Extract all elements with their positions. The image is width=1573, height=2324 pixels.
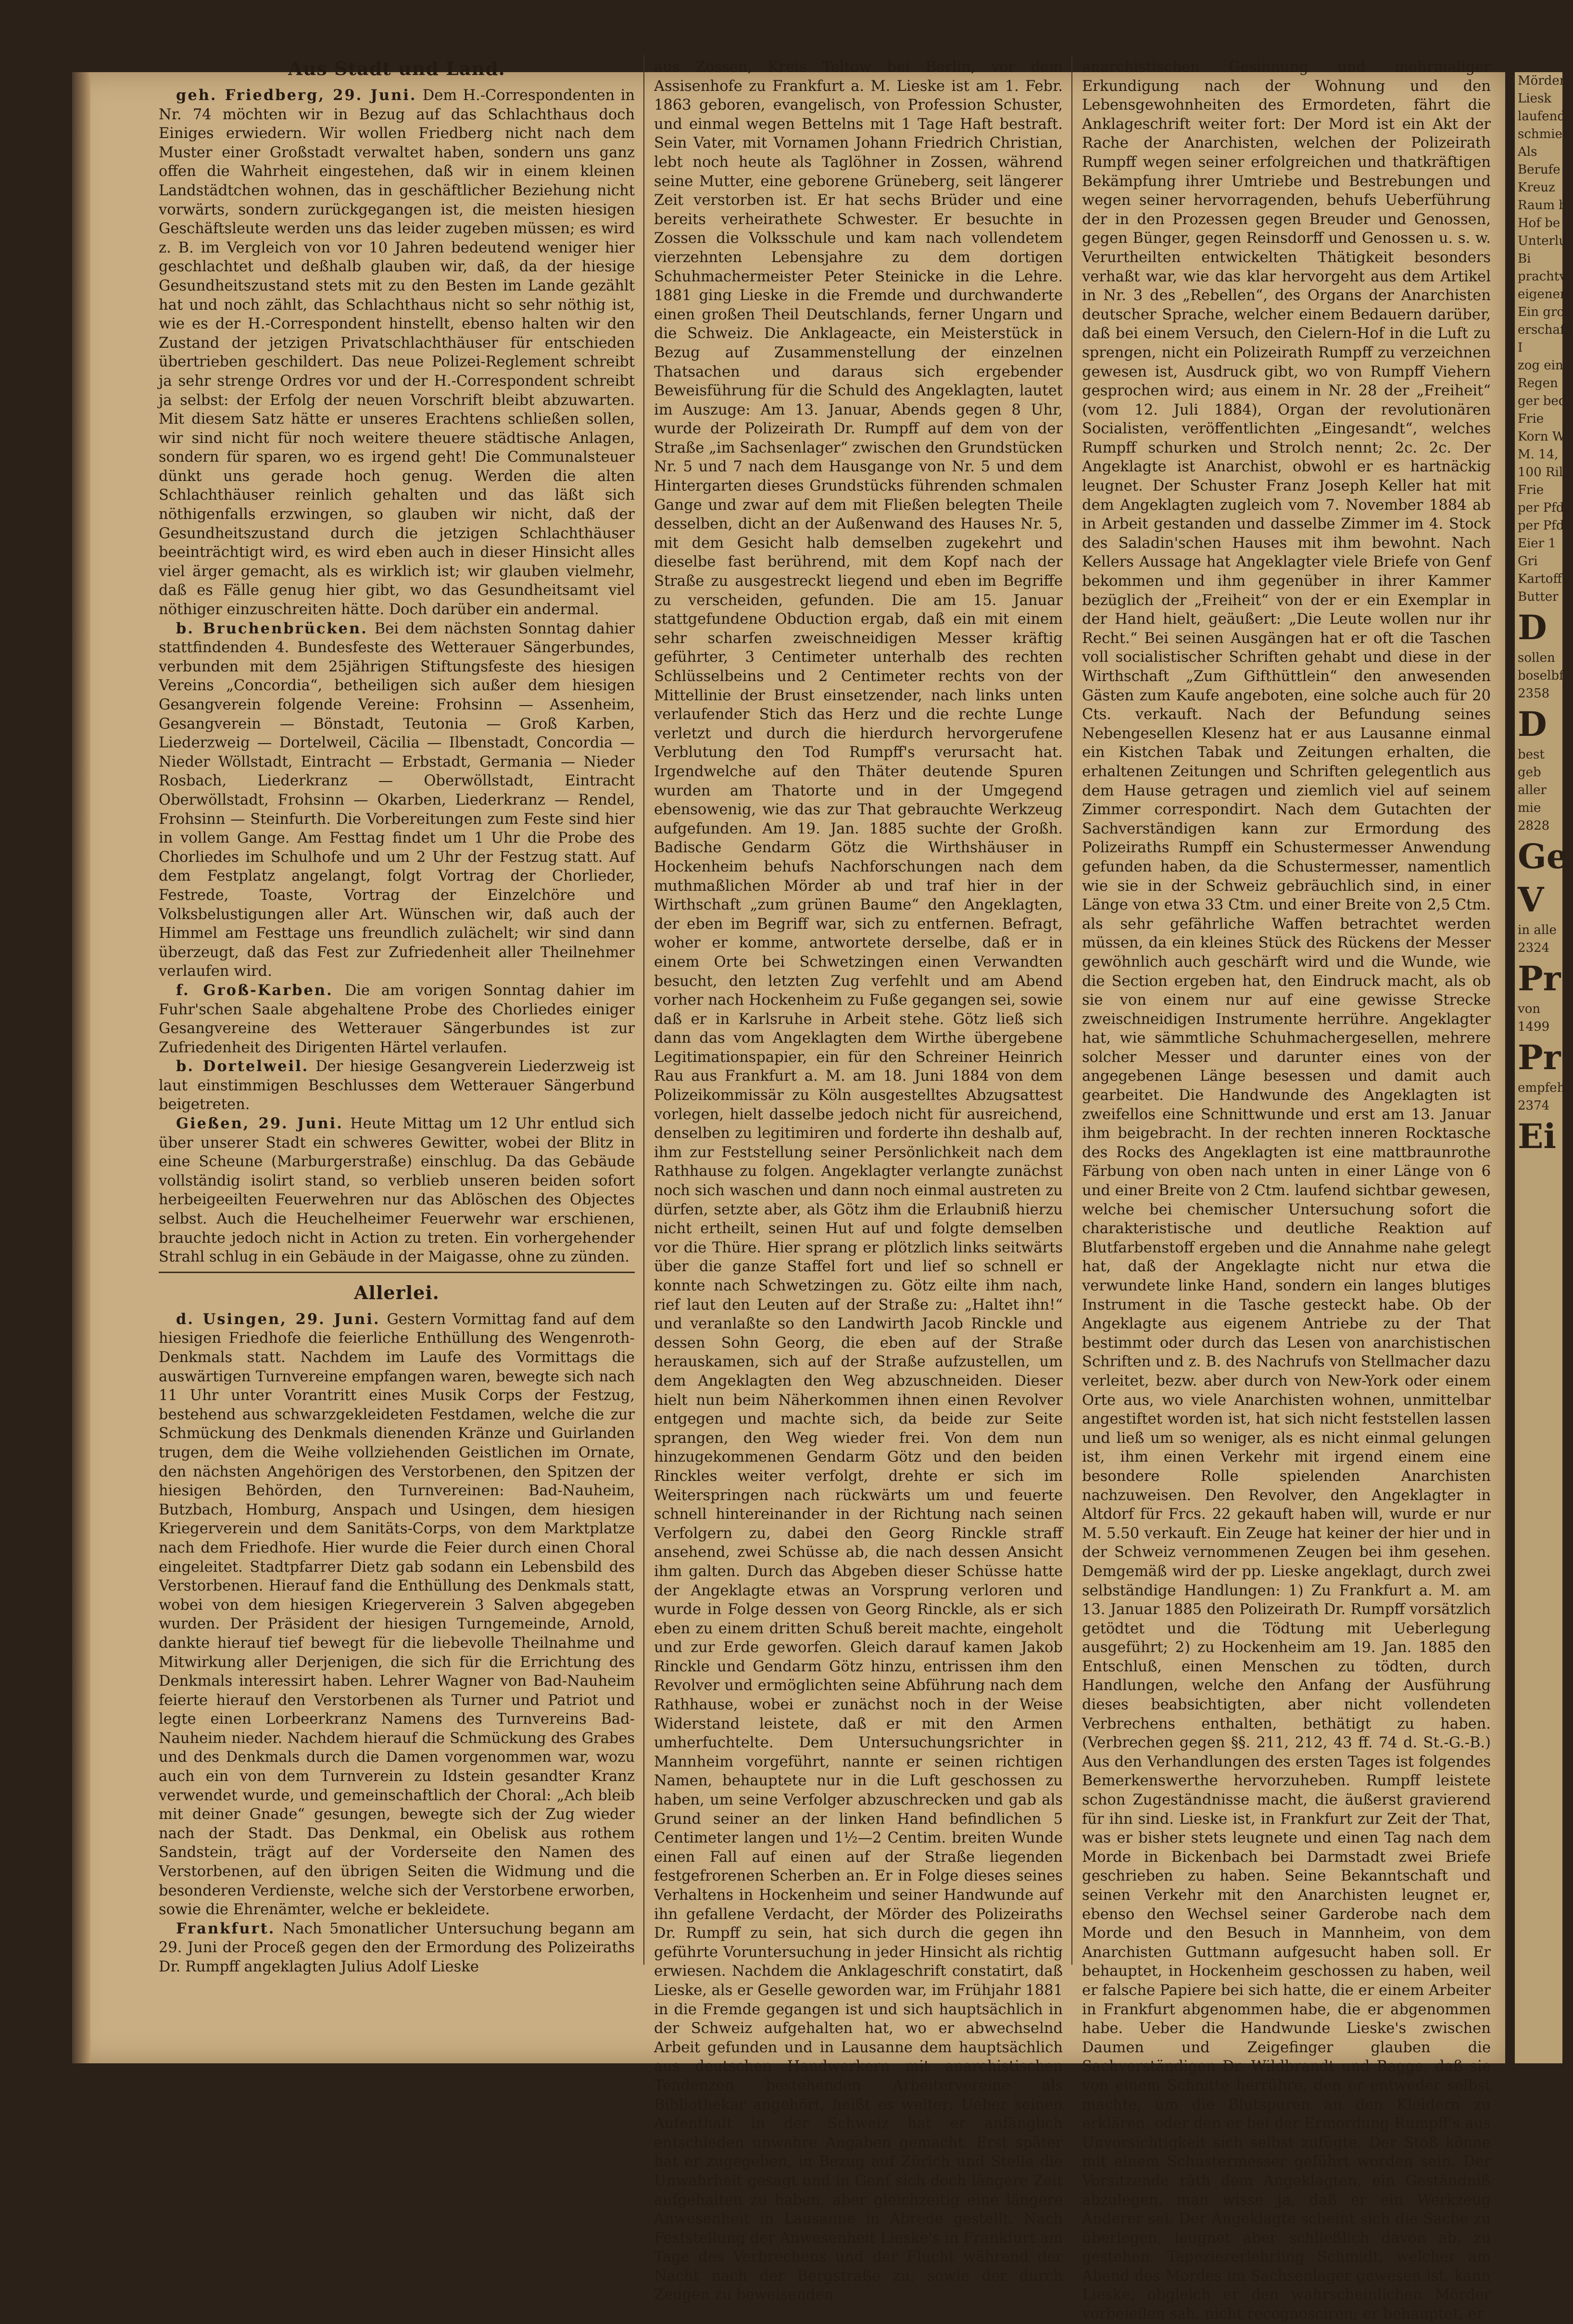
adjacent-page-line: Raum b. (1518, 198, 1571, 213)
adjacent-page-line: Mörder (1518, 74, 1566, 88)
adjacent-page-line: D (1518, 704, 1547, 744)
adjacent-page-line: Bi (1518, 252, 1531, 266)
news-item-dateline: Frankfurt. (176, 1920, 276, 1937)
adjacent-page-line: Ei (1518, 1116, 1556, 1156)
news-item (159, 619, 635, 981)
adjacent-page-line: D (1518, 607, 1547, 647)
adjacent-page-line: Berufe (1518, 163, 1560, 177)
news-item-text: Dem H.-Correspondenten in Nr. 74 möchten wir in Bezug auf das Schlachthaus doch Einiges erwiedern. Wir wollen Friedberg nicht nach dem Muster einer Großstadt verwaltet haben, sondern uns ganz offen die Wahrheit eingestehen, daß wir in einem kleinen Landstädtchen wohnen, das in geschäftlicher Beziehung nicht vorwärts, sondern zurückgegangen ist, die meisten hiesigen Geschäftsleute werden uns das leider zugeben müssen; es wird z. B. im Vergleich von vor 10 Jahren bedeutend weniger hier geschlachtet und deßhalb glauben wir, daß, da der hiesige Gesundheitszustand stets mit zu den Besten im Lande gezählt hat und noch zählt, das Schlachthaus nicht so sehr nöthig ist, wie es der H.-Correspondent hinstellt, ebenso halten wir den Zustand der jetzigen Privatschlachthäuser für entschieden übertrieben geschildert. Das neue Polizei-Reglement schreibt ja sehr strenge Ordres vor und der H.-Correspondent schreibt ja selbst: der Erfolg der neuen Vorschrift bleibt abzuwarten. Mit diesem Satz hätte er unseres Erachtens schließen sollen, wir sind nicht für noch weitere theuere städtische Anlagen, sondern für sparen, wo es irgend geht! Die Communalsteuer dünkt uns gerade hoch genug. Werden die alten Schlachthäuser reinlich gehalten und das läßt sich nöthigenfalls erzwingen, so glauben wir nicht, daß der Gesundheitszustand durch die jetzigen Schlachthäuser beeinträchtigt wird, es wird eben auch in dieser Hinsicht alles viel ärger gemacht, als es wirklich ist; wir glauben vielmehr, daß es Fälle genug hier gibt, wo das Gesundheitsamt viel nöthiger einzuschreiten hätte. Doch darüber ein andermal. (159, 87, 635, 619)
adjacent-page-line: 1499 (1518, 1020, 1550, 1034)
column-3 (1082, 58, 1491, 2323)
adjacent-page-line: aller (1518, 783, 1547, 797)
article-text: aus Zossen, Kreis Teltow bei Berlin, vor dem Assisenhofe zu Frankfurt a. M. Lieske ist am 1. Febr. 1863 geboren, evangelisch, von Profession Schuster, und einmal wegen Bettelns mit 1 Tage Haft bestraft. Sein Vater, mit Vornamen Johann Friedrich Christian, lebt noch heute als Taglöhner in Zossen, während seine Mutter, eine geborene Grüneberg, seit längerer Zeit verstorben ist. Er hat sechs Brüder und eine bereits verheirathete Schwester. Er besuchte in Zossen die Volksschule und kam nach vollendetem vierzehnten Lebensjahre zu dem dortigen Schuhmachermeister Peter Steinicke in die Lehre. 1881 ging Lieske in die Fremde und durchwanderte einen großen Theil Deutschlands, ferner Ungarn und die Schweiz. Die Anklageacte, ein Meisterstück in Bezug auf Zusammenstellung der einzelnen Thatsachen und daraus sich ergebender Beweisführung für die Schuld des Angeklagten, lautet im Auszuge: Am 13. Januar, Abends gegen 8 Uhr, wurde der Polizeirath Dr. Rumpff auf dem von der Straße „im Sachsenlager“ zwischen den Grundstücken Nr. 5 und 7 nach dem Hausgange von Nr. 5 und dem Hintergarten dieses Grundstücks führenden schmalen Gange und zwar auf dem mit Fließen belegten Theile desselben, dicht an der Außenwand des Hauses Nr. 5, mit dem Gesicht halb demselben zugekehrt und dieselbe fast berührend, mit dem Kopf nach der Straße zu ausgestreckt liegend und eben im Begriffe zu verscheiden, gefunden. Die am 15. Januar stattgefundene Obduction ergab, daß ein mit einem sehr scharfen zweischneidigen Messer kräftig geführter, 3 Centimeter unterhalb des rechten Schlüsselbeins und 2 Centimeter rechts von der Mittellinie der Brust einsetzender, nach links unten verlaufender Stich das Herz und die rechte Lunge verletzt und durch die hierdurch hervorgerufene Verblutung den Tod Rumpff's verursacht hat. Irgendwelche auf den Thäter deutende Spuren wurden am Thatorte und in der Umgegend ebensowenig, wie das zur That gebrauchte Werkzeug aufgefunden. Am 19. Jan. 1885 suchte der Großh. Badische Gendarm Götz die Wirthshäuser in Hockenheim behufs Nachforschungen nach dem muthmaßlichen Mörder ab und traf hier in der Wirthschaft „zum grünen Baume“ den Angeklagten, der eben im Begriff war, sich zu entfernen. Befragt, woher er komme, antwortete derselbe, daß er in einem Orte bei Schwetzingen einen Verwandten besucht, den letzten Zug verfehlt und am Abend vorher nach Hockenheim zu Fuße gegangen sei, sowie daß er in Karlsruhe in Arbeit stehe. Götz ließ sich dann das vom Angeklagten dem Wirthe übergebene Legitimationspapier, ein für den Schreiner Heinrich Rau aus Frankfurt a. M. am 18. Juni 1884 von dem Polizeikommissär zu Köln ausgestelltes Abzugsattest vorlegen, hielt dasselbe jedoch nicht für ausreichend, denselben zu legitimiren und forderte ihn deshalb auf, ihm zur Feststellung seiner Persönlichkeit nach dem Rathhause zu folgen. Angeklagter verlangte zunächst noch sich waschen und dann noch einmal austreten zu dürfen, setzte aber, als Götz ihm die Erlaubniß hierzu nicht ertheilt, seinen Hut auf und folgte demselben vor die Thüre. Hier sprang er plötzlich links seitwärts über die ganze Staffel fort und lief so schnell er konnte nach Schwetzingen zu. Götz eilte ihm nach, rief laut den Leuten auf der Straße zu: „Haltet ihn!“ und veranlaßte so den Landwirth Jacob Rinckle und dessen Sohn Georg, die eben auf der Straße herauskamen, sich auf der Straße aufzustellen, um dem Angeklagten den Weg abzuschneiden. Dieser hielt nun beim Näherkommen ihnen einen Revolver entgegen und machte sich, da beide zur Seite sprangen, den Weg wieder frei. Von dem nun hinzugekommenen Gendarm Götz und den beiden Rinckles weiter verfolgt, drehte er sich im Weiterspringen nach rückwärts um und feuerte schnell hintereinander in der Richtung nach seinen Verfolgern zu, dabei den Georg Rinckle straff ansehend, zwei Schüsse ab, die nach dessen Ansicht ihm galten. Durch das Abgeben dieser Schüsse hatte der Angeklagte etwas an Vorsprung verloren und wurde in Folge dessen von Georg Rinckle, als er sich eben zu einem dritten Schuß bereit machte, eingeholt und zur Erde geworfen. Gleich darauf kamen Jakob Rinckle und Gendarm Götz hinzu, entrissen ihm den Revolver und ermöglichten seine Abführung nach dem Rathhause, wobei er zunächst noch in der Weise Widerstand leistete, daß er mit den Armen umherfuchtelte. Dem Untersuchungsrichter in Mannheim vorgeführt, nannte er seinen richtigen Namen, behauptete nur in die Luft geschossen zu haben, um seine Verfolger abzuschrecken und gab als Grund seiner an der linken Hand befindlichen 5 Centimeter langen und 1½—2 Centim. breiten Wunde einen Fall auf einen auf der Straße liegenden festgefrorenen Scherben an. Er in Folge dieses seines Verhaltens in Hockenheim und seiner Handwunde auf ihn gefallene Verdacht, der Mörder des Polizeiraths Dr. Rumpff zu sein, hat sich durch die gegen ihn geführte Voruntersuchung in jeder Hinsicht als richtig erwiesen. Nachdem die Anklageschrift constatirt, daß Lieske, als er Geselle geworden war, im Frühjahr 1881 in die Fremde gegangen ist und sich hauptsächlich in der Schweiz aufgehalten hat, wo er abwechselnd Arbeit gefunden und in Lausanne dem hauptsächlich aus deutschen Handwerkern mit anarchistischen Tendenzen bestehenden Arbeitervereine als Bibliothekar angehört, heißt es weiter: Ueber seinen Aufenthalt in der Schweiz hat er anfänglich entschieden unwahre Angaben gemacht. Erst später hat er zugegeben, in Bezug auf Zürich und Stelle die Unwahrheit gesagt und in Genf sich doch längere Zeit aufgehalten zu haben, aber gleichzeitig eine längere Anwesenheit in Lausanne in Abrede gestellt. Nach Feststellung der Anwesenheit Lieske's in Frankfurt am Tage des Verbrechens und der Flucht während der Nacht nach der Bergstraße zu, sowie der durch Zeugen zu beweisenden (654, 59, 1063, 2304)
news-item-text: Gestern Vormittag fand auf dem hiesigen Friedhofe die feierliche Enthüllung des Wengenroth-Denkmals statt. Nachdem im Laufe des Vormittags die auswärtigen Turnvereine empfangen waren, bewegte sich nach 11 Uhr unter Vorantritt eines Musik Corps der Festzug, bestehend aus schwarzgekleideten Festdamen, welche die zur Schmückung des Denkmals dienenden Kränze und Guirlanden trugen, dem die Weihe vollziehenden Geistlichen im Ornate, den nächsten Angehörigen des Verstorbenen, den Spitzen der hiesigen Behörden, den Turnvereinen: Bad-Nauheim, Butzbach, Homburg, Anspach und Usingen, dem hiesigen Kriegerverein und dem Sanitäts-Corps, von dem Marktplatze nach dem Friedhofe. Hier wurde die Feier durch einen Choral eingeleitet. Stadtpfarrer Dietz gab sodann ein Lebensbild des Verstorbenen. Hierauf fand die Enthüllung des Denkmals statt, wobei von dem hiesigen Kriegerverein 3 Salven abgegeben wurden. Der Präsident der hiesigen Turngemeinde, Arnold, dankte hierauf tief bewegt für die liebevolle Theilnahme und Mitwirkung aller Derjenigen, die sich für die Errichtung des Denkmals interessirt haben. Lehrer Wagner von Bad-Nauheim feierte hierauf den Verstorbenen als Turner und Patriot und legte einen Lorbeerkranz Namens des Turnvereins Bad-Nauheim nieder. Nachdem hierauf die Schmückung des Grabes und des Denkmals durch die Damen vorgenommen war, wozu auch ein von dem Turnverein zu Idstein gesandter Kranz verwendet wurde, und gemeinschaftlich der Choral: „Ach bleib mit deiner Gnade“ gesungen, bewegte sich der Zug wieder nach der Stadt. Das Denkmal, ein Obelisk aus rothem Sandstein, trägt auf der Vorderseite den Namen des Verstorbenen, auf den übrigen Seiten die Widmung und die besonderen Verdienste, welche sich der Verstorbene erworben, sowie die Ehrenämter, welche er bekleidete. (159, 1311, 635, 1919)
news-item (159, 981, 635, 1057)
adjacent-page-line: empfeh (1518, 1081, 1565, 1095)
section-body (159, 86, 635, 1267)
section-heading-allerlei: Allerlei. (354, 1281, 440, 1303)
adjacent-page-line: Unterlu (1518, 234, 1567, 248)
adjacent-page-line: Als (1518, 145, 1537, 159)
adjacent-page-line: I (1518, 341, 1523, 355)
adjacent-page-line: 2374 (1518, 1099, 1550, 1113)
news-item-dateline: b. Bruchenbrücken. (176, 619, 368, 637)
adjacent-page-line: per Pfd. (1518, 518, 1568, 533)
adjacent-page-strip (1515, 72, 1573, 2063)
adjacent-page-line: sollen (1518, 651, 1555, 665)
adjacent-page-line: erschaffl (1518, 323, 1573, 337)
news-item (159, 1057, 635, 1114)
news-item-text: Nach 5monatlicher Untersuchung begann am 29. Juni der Proceß gegen den der Ermordung des Polizeiraths Dr. Rumpff angeklagten Julius Adolf Lieske (159, 1920, 635, 1975)
adjacent-page-line: schmier (1518, 127, 1569, 141)
news-item-dateline: geh. Friedberg, 29. Juni. (176, 87, 417, 104)
adjacent-page-line: 2358 (1518, 686, 1550, 701)
adjacent-page-line: Eier 1 (1518, 536, 1556, 551)
column-1 (159, 58, 635, 1977)
adjacent-page-line: Ein gro (1518, 305, 1565, 319)
adjacent-page-line: per Pfd. (1518, 501, 1568, 515)
adjacent-page-line: ger bed (1518, 394, 1567, 408)
news-item-text: Der hiesige Gesangverein Liederzweig ist laut einstimmigen Beschlusses dem Wetterauer Sängerbund beigetreten. (159, 1058, 635, 1113)
adjacent-page-line: 100 Ril (1518, 465, 1563, 480)
adjacent-page-line: 2828 (1518, 819, 1550, 833)
adjacent-page-line: eigenen (1518, 287, 1568, 302)
adjacent-page-line: Ge (1518, 836, 1568, 876)
adjacent-page-line: prachtv (1518, 269, 1567, 284)
adjacent-page-line: Kreuz (1518, 180, 1555, 195)
adjacent-page-text (1515, 72, 1573, 1158)
column-rule (1071, 55, 1072, 1965)
adjacent-page-line: Butter (1518, 590, 1559, 604)
adjacent-page-line: Kartoffe (1518, 572, 1570, 586)
news-item (159, 86, 635, 619)
section-body-allerlei (159, 1310, 635, 1977)
news-item-dateline: Gießen, 29. Juni. (176, 1115, 343, 1133)
adjacent-page-line: zog ein (1518, 358, 1563, 373)
adjacent-page-line: mie (1518, 801, 1541, 815)
news-item-dateline: d. Usingen, 29. Juni. (176, 1310, 380, 1328)
page-binding (72, 72, 90, 2063)
article-text: anarchistischen Gesinnung und mehrmaliger Erkundigung nach der Wohnung und den Lebensgewohnheiten des Ermordeten, fährt die Anklageschrift weiter fort: Der Mord ist ein Akt der Rache der Anarchisten, welchen der Polizeirath Rumpff wegen seiner erfolgreichen und thatkräftigen Bekämpfung ihrer Umtriebe und Bestrebungen und wegen seiner hervorragenden, behufs Ueberführung der in den Prozessen gegen Breuder und Genossen, gegen Bünger, gegen Reinsdorff und Genossen u. s. w. Verurtheilten entwickelten Thätigkeit besonders verhaßt war, wie das klar hervorgeht aus dem Artikel in Nr. 3 des „Rebellen“, des Organs der Anarchisten deutscher Sprache, welcher einem Bedauern darüber, daß bei einem Versuch, den Cielern-Hof in die Luft zu sprengen, nicht ein Polizeirath Rumpff zu verzeichnen gewesen ist, Ausdruck gibt, wo von Rumpff Viehern gesprochen wird; aus einem in Nr. 28 der „Freiheit“ (vom 12. Juli 1884), Organ der revolutionären Socialisten, veröffentlichten „Eingesandt“, welches Rumpff schurken und Strolch nennt; 2c. 2c. Der Angeklagte ist Anarchist, obwohl er es hartnäckig leugnet. Der Schuster Franz Joseph Keller hat mit dem Angeklagten zugleich vom 7. November 1884 ab in Arbeit gestanden und dasselbe Zimmer im 4. Stock des Saladin'schen Hauses mit ihm bewohnt. Nach Kellers Aussage hat Angeklagter viele Briefe von Genf bekommen und ihm gegenüber in ihrer Kammer bezüglich der „Freiheit“ von der er ein Exemplar in der Hand hielt, geäußert: „Die Leute wollen nur ihr Recht.“ Bei seinen Ausgängen hat er oft die Taschen voll socialistischer Schriften gehabt und diese in der Wirthschaft „Zum Gifthüttlein“ den anwesenden Gästen zum Kaufe angeboten, eine solche auch für 20 Cts. verkauft. Nach der Befundung seines Nebengesellen Klesenz hat er aus Lausanne einmal ein Kistchen Tabak und Zeitungen erhalten, die erhaltenen Zeitungen und Schriften gelegentlich aus dem Hause getragen und ziemlich viel auf seinem Zimmer correspondirt. Nach dem Gutachten der Sachverständigen kann zur Ermordung des Polizeiraths Rumpff ein Schustermesser Anwendung gefunden haben, da die Schustermesser, namentlich wie sie in der Schweiz gebräuchlich sind, in einer Länge von etwa 33 Ctm. und einer Breite von 2,5 Ctm. als sehr gefährliche Waffen betrachtet werden müssen, da ein kleines Stück des Rückens der Messer gewöhnlich auch geschärft wird und die Wunde, wie die Section ergeben hat, den Eindruck macht, als ob sie von einem nur auf eine gewisse Strecke zweischneidigen Instrumente herrühre. Angeklagter hat, wie sämmtliche Schuhmachergesellen, mehrere solcher Messer und darunter eines von der angegebenen Länge besessen und damit auch gearbeitet. Die Handwunde des Angeklagten ist zweifellos eine Schnittwunde und erst am 13. Januar ihm beigebracht. In der rechten inneren Rocktasche des Rocks des Angeklagten ist eine mattbraunrothe Färbung von oben nach unten in einer Länge von 6 und einer Breite von 2 Ctm. laufend sichtbar gewesen, welche bei chemischer Untersuchung sofort die charakteristische und deutliche Reaktion auf Blutfarbenstoff ergeben und die Annahme nahe gelegt hat, daß der Angeklagte nicht nur etwa die verwundete linke Hand, sondern ein langes blutiges Instrument in die Tasche gesteckt habe. Ob der Angeklagte aus eigenem Antriebe zu der That bestimmt oder durch das Lesen von anarchistischen Schriften und z. B. des Nachrufs von Stellmacher dazu verleitet, bezw. aber durch von New-York oder einem Orte aus, wo viele Anarchisten wohnen, unmittelbar angestiftet worden ist, hat sich nicht feststellen lassen und ließ um so weniger, als es nicht einmal gelungen ist, ihm einen Verkehr mit irgend einem eine besondere Rolle spielenden Anarchisten nachzuweisen. Den Revolver, den Angeklagter in Altdorf für Frcs. 22 gekauft haben will, wurde er nur M. 5.50 verkauft. Ein Zeuge hat keiner der hier und in der Schweiz vernommenen Zeugen bei ihm gesehen. Demgemäß wird der pp. Lieske angeklagt, durch zwei selbständige Handlungen: 1) Zu Frankfurt a. M. am 13. Januar 1885 den Polizeirath Dr. Rumpff vorsätzlich getödtet und die Tödtung mit Ueberlegung ausgeführt; 2) zu Hockenheim am 19. Jan. 1885 den Entschluß, einen Menschen zu tödten, durch Handlungen, welche den Anfang der Ausführung dieses beabsichtigten, aber nicht vollendeten Verbrechens enthalten, bethätigt zu haben. (Verbrechen gegen §§. 211, 212, 43 ff. 74 d. St.-G.-B.) Aus den Verhandlungen des ersten Tages ist folgendes Bemerkenswerthe hervorzuheben. Rumpff leistete schon Zugeständnisse macht, die äußerst gravierend für ihn sind. Lieske ist, in Frankfurt zur Zeit der That, was er bisher stets leugnete und einen Tag nach dem Morde in Bickenbach bei Darmstadt zwei Briefe geschrieben zu haben. Seine Bekanntschaft und seinen Verkehr mit den Anarchisten leugnet er, ebenso den Wechsel seiner Garderobe nach dem Morde und den Besuch in Mannheim, von dem Anarchisten Guttmann aufgesucht haben soll. Er behauptet, in Hockenheim geschossen zu haben, weil er falsche Papiere bei sich hatte, die er einem Arbeiter in Frankfurt abgenommen habe, die er abgenommen habe. Ueber die Handwunde Lieske's zwischen Daumen und Zeigefinger glauben die Sachverständigen Dr. Wildbrandt und Bagge, daß sie von einem Schnitte herrühre, den er entweder selbst machte, um die Blutspuren an den Kleidern zu erklären, oder den er bei der Ermordung Rumpff's aus Unvorsichtigkeit sich selbst zufügte. Der Stoß könne mit einem Schustermesser geführt worden sein. Der Vorsitzende räth dem Angeklagten, ein Geständniß abzulegen, man wisse ja, daß er ein Werkzeug Anderer sei. Der Angeklagte scheint sich die Sache zu überlegen, leugnet aber schließlich davon ab, zu gestehen. Tapeziererlehrling Schmidt, welcher am Abend des Mordes im Sachsenlager gewesen ist, kann Lieske, obgleich er den wahrscheinlichen Mörder vorbeieilen sah, nicht recognosciren; er behauptet, er (1082, 59, 1491, 2323)
adjacent-page-line: Pr (1518, 1037, 1561, 1077)
adjacent-page-line: geb (1518, 765, 1541, 780)
news-item-dateline: b. Dortelweil. (176, 1058, 309, 1075)
adjacent-page-line: 2324 (1518, 941, 1550, 955)
news-item (159, 1310, 635, 1920)
adjacent-page-line: Korn W (1518, 429, 1565, 444)
adjacent-page-line: Pr (1518, 959, 1561, 998)
adjacent-page-line: Hof be (1518, 216, 1560, 230)
adjacent-page-line: M. 14, (1518, 447, 1559, 462)
adjacent-page-line: laufend (1518, 109, 1565, 124)
adjacent-page-line: best (1518, 747, 1545, 762)
adjacent-page-line: Gri (1518, 554, 1538, 568)
news-item-dateline: f. Groß-Karben. (176, 981, 333, 999)
section-divider (159, 1272, 635, 1273)
adjacent-page-line: Liesk (1518, 91, 1552, 106)
news-item-text: Bei dem nächsten Sonntag dahier stattfindenden 4. Bundesfeste des Wetterauer Sängerbundes, verbunden mit dem 25jährigen Stiftungsfeste des hiesigen Vereins „Concordia“, betheiligen sich außer dem hiesigen Gesangverein folgende Vereine: Frohsinn — Assenheim, Gesangverein — Bönstadt, Teutonia — Groß Karben, Liederzweig — Dortelweil, Cäcilia — Ilbenstadt, Concordia — Nieder Wöllstadt, Eintracht — Erbstadt, Germania — Nieder Rosbach, Liederkranz — Oberwöllstadt, Eintracht Oberwöllstadt, Frohsinn — Okarben, Liederkranz — Rendel, Frohsinn — Steinfurth. Die Vorbereitungen zum Feste sind hier in vollem Gange. Am Festtag findet um 1 Uhr die Probe des Chorliedes im Schulhofe und um 2 Uhr der Festzug statt. Auf dem Festplatz angelangt, folgt Vortrag der Chorlieder, Festrede, Toaste, Vortrag der Einzelchöre und Volksbelustigungen aller Art. Wünschen wir, daß auch der Himmel am Festtage uns freundlich zulächelt; wir sind dann überzeugt, daß das Fest zur Zufriedenheit aller Theilnehmer verlaufen wird. (159, 620, 635, 980)
adjacent-page-line: Regen (1518, 376, 1558, 391)
news-item (159, 1920, 635, 1977)
section-heading: Aus Stadt und Land. (288, 58, 505, 79)
news-item (159, 1114, 635, 1267)
adjacent-page-line: V (1518, 880, 1544, 920)
column-rule (643, 55, 644, 1965)
adjacent-page-line: boselbf (1518, 669, 1564, 683)
news-item-text: Heute Mittag um 12 Uhr entlud sich über unserer Stadt ein schweres Gewitter, wobei der Blitz in eine Scheune (Marburgerstraße) einschlug. Da das Gebäude vollständig isolirt stand, so verblieb unseren beiden sofort herbeigeeilten Feuerwehren nur das Ablöschen des Objectes selbst. Auch die Heuchelheimer Feuerwehr war erschienen, brauchte jedoch nicht in Action zu treten. Ein vorhergehender Strahl schlug in ein Gebäude in der Maigasse, ohne zu zünden. (159, 1115, 635, 1266)
column-2 (654, 58, 1063, 2304)
adjacent-page-line: Frie (1518, 483, 1544, 497)
news-item-text: Die am vorigen Sonntag dahier im Fuhr'schen Saale abgehaltene Probe des Chorliedes einiger Gesangvereine des Wetterauer Sängerbundes ist zur Zufriedenheit des Dirigenten Härtel verlaufen. (159, 982, 635, 1056)
adjacent-page-line: von (1518, 1002, 1541, 1016)
adjacent-page-line: in alle (1518, 923, 1557, 937)
adjacent-page-line: Frie (1518, 412, 1544, 426)
